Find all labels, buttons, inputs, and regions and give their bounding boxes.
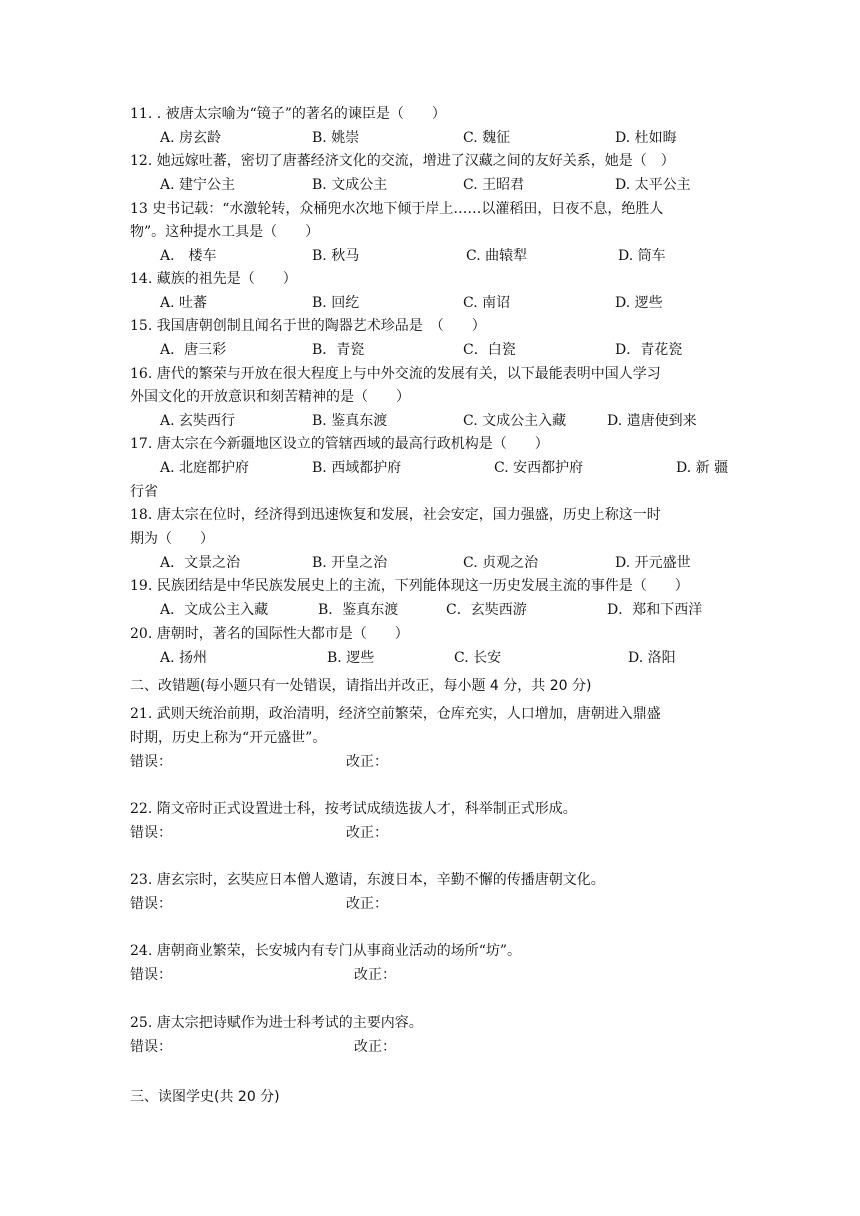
option-a: A. 吐蕃 bbox=[160, 295, 208, 311]
option-d: D. 太平公主 bbox=[615, 177, 691, 193]
question-25-text: 25. 唐太宗把诗赋作为进士科考试的主要内容。 bbox=[130, 1015, 423, 1031]
question-21-text-line-2: 时期，历史上称为“开元盛世”。 bbox=[130, 730, 327, 746]
question-19-options bbox=[0, 600, 860, 620]
question-22-text: 22. 隋文帝时正式设置进士科，按考试成绩选拔人才，科举制正式形成。 bbox=[130, 801, 577, 817]
fix-label: 改正： bbox=[346, 754, 388, 770]
question-15-options bbox=[0, 340, 860, 360]
option-d: D. 新 疆 bbox=[676, 460, 729, 476]
option-b: B. 秋马 bbox=[312, 248, 360, 264]
question-11-options bbox=[0, 128, 860, 148]
option-c: C. 文成公主入藏 bbox=[463, 413, 567, 429]
option-a: A．文成公主入藏 bbox=[160, 602, 269, 618]
option-c: C. 安西都护府 bbox=[494, 460, 584, 476]
option-b: B. 逻些 bbox=[327, 650, 375, 666]
option-b: B. 回纥 bbox=[312, 295, 360, 311]
question-16-text-line-2: 外国文化的开放意识和刻苦精神的是（ ） bbox=[130, 389, 410, 405]
error-label: 错误： bbox=[130, 754, 172, 770]
option-d: D. 杜如晦 bbox=[615, 130, 677, 146]
question-19-text: 19. 民族团结是中华民族发展史上的主流，下列能体现这一历史发展主流的事件是（ ） bbox=[130, 578, 689, 594]
option-a: A. 房玄龄 bbox=[160, 130, 222, 146]
fix-label: 改正： bbox=[346, 896, 388, 912]
option-a: A. 建宁公主 bbox=[160, 177, 236, 193]
error-label: 错误： bbox=[130, 896, 172, 912]
option-a: A．文景之治 bbox=[160, 555, 241, 571]
option-d: D. 逻些 bbox=[615, 295, 663, 311]
section-2-title: 二、改错题(每小题只有一处错误，请指出并改正，每小题 4 分，共 20 分) bbox=[130, 678, 592, 694]
fix-label: 改正： bbox=[354, 967, 396, 983]
option-c: C. 魏征 bbox=[463, 130, 511, 146]
question-14-text: 14. 藏族的祖先是（ ） bbox=[130, 271, 297, 287]
option-c: C．玄奘西游 bbox=[446, 602, 527, 618]
error-label: 错误： bbox=[130, 967, 172, 983]
question-16-text-line-1: 16. 唐代的繁荣与开放在很大程度上与中外交流的发展有关，以下最能表明中国人学习 bbox=[130, 366, 661, 382]
option-b: B. 开皇之治 bbox=[312, 555, 388, 571]
question-12-options bbox=[0, 175, 860, 195]
question-21-text-line-1: 21. 武则天统治前期，政治清明，经济空前繁荣，仓库充实，人口增加，唐朝进入鼎盛 bbox=[130, 706, 661, 722]
option-a: A. 玄奘西行 bbox=[160, 413, 236, 429]
option-b: B. 鉴真东渡 bbox=[312, 413, 388, 429]
fix-label: 改正： bbox=[346, 825, 388, 841]
fix-label: 改正： bbox=[354, 1039, 396, 1055]
question-15-text: 15. 我国唐朝创制且闻名于世的陶器艺术珍品是 （ ） bbox=[130, 318, 486, 334]
option-c: C. 王昭君 bbox=[463, 177, 525, 193]
question-24-text: 24. 唐朝商业繁荣，长安城内有专门从事商业活动的场所“坊”。 bbox=[130, 943, 522, 959]
option-b: B．鉴真东渡 bbox=[318, 602, 399, 618]
option-d: D. 开元盛世 bbox=[615, 555, 691, 571]
option-c: C. 曲辕犁 bbox=[466, 248, 528, 264]
option-b: B. 文成公主 bbox=[312, 177, 388, 193]
question-18-options bbox=[0, 553, 860, 573]
option-c: C. 贞观之治 bbox=[463, 555, 539, 571]
question-17-tail: 行省 bbox=[130, 484, 158, 500]
question-14-options bbox=[0, 293, 860, 313]
option-c: C. 南诏 bbox=[463, 295, 511, 311]
option-d: D．郑和下西洋 bbox=[607, 602, 703, 618]
error-label: 错误： bbox=[130, 1039, 172, 1055]
option-d: D. 遣唐使到来 bbox=[607, 413, 697, 429]
question-13-text-line-2: 物”。这种提水工具是（ ） bbox=[130, 224, 320, 240]
option-a: A. 扬州 bbox=[160, 650, 208, 666]
option-d: D. 洛阳 bbox=[628, 650, 676, 666]
option-c: C．白瓷 bbox=[463, 342, 516, 358]
question-13-text-line-1: 13 史书记载：“水激轮转，众桶兜水次地下倾于岸上……以灌稻田，日夜不息，绝胜人 bbox=[130, 201, 664, 217]
question-17-text: 17. 唐太宗在今新疆地区设立的管辖西域的最高行政机构是（ ） bbox=[130, 436, 549, 452]
option-b: B. 西域都护府 bbox=[312, 460, 402, 476]
option-a: A. 北庭都护府 bbox=[160, 460, 250, 476]
question-11-text: 11. . 被唐太宗喻为“镜子”的著名的谏臣是（ ） bbox=[130, 106, 446, 122]
option-d: D. 筒车 bbox=[618, 248, 666, 264]
question-17-options bbox=[0, 458, 860, 478]
question-12-text: 12. 她远嫁吐蕃，密切了唐蕃经济文化的交流，增进了汉藏之间的友好关系，她是（ ） bbox=[130, 153, 675, 169]
option-b: B．青瓷 bbox=[312, 342, 365, 358]
option-b: B. 姚崇 bbox=[312, 130, 360, 146]
question-20-text: 20. 唐朝时，著名的国际性大都市是（ ） bbox=[130, 626, 409, 642]
option-a: A. 楼车 bbox=[160, 248, 217, 264]
option-a: A．唐三彩 bbox=[160, 342, 227, 358]
question-23-text: 23. 唐玄宗时，玄奘应日本僧人邀请，东渡日本，辛勤不懈的传播唐朝文化。 bbox=[130, 872, 605, 888]
question-18-text-line-2: 期为（ ） bbox=[130, 531, 214, 547]
question-20-options bbox=[0, 648, 860, 668]
question-18-text-line-1: 18. 唐太宗在位时，经济得到迅速恢复和发展，社会安定，国力强盛，历史上称这一时 bbox=[130, 507, 661, 523]
error-label: 错误： bbox=[130, 825, 172, 841]
question-13-options bbox=[0, 246, 860, 266]
question-16-options bbox=[0, 411, 860, 431]
option-d: D．青花瓷 bbox=[615, 342, 683, 358]
section-3-title: 三、读图学史(共 20 分) bbox=[130, 1089, 280, 1105]
option-c: C. 长安 bbox=[454, 650, 502, 666]
